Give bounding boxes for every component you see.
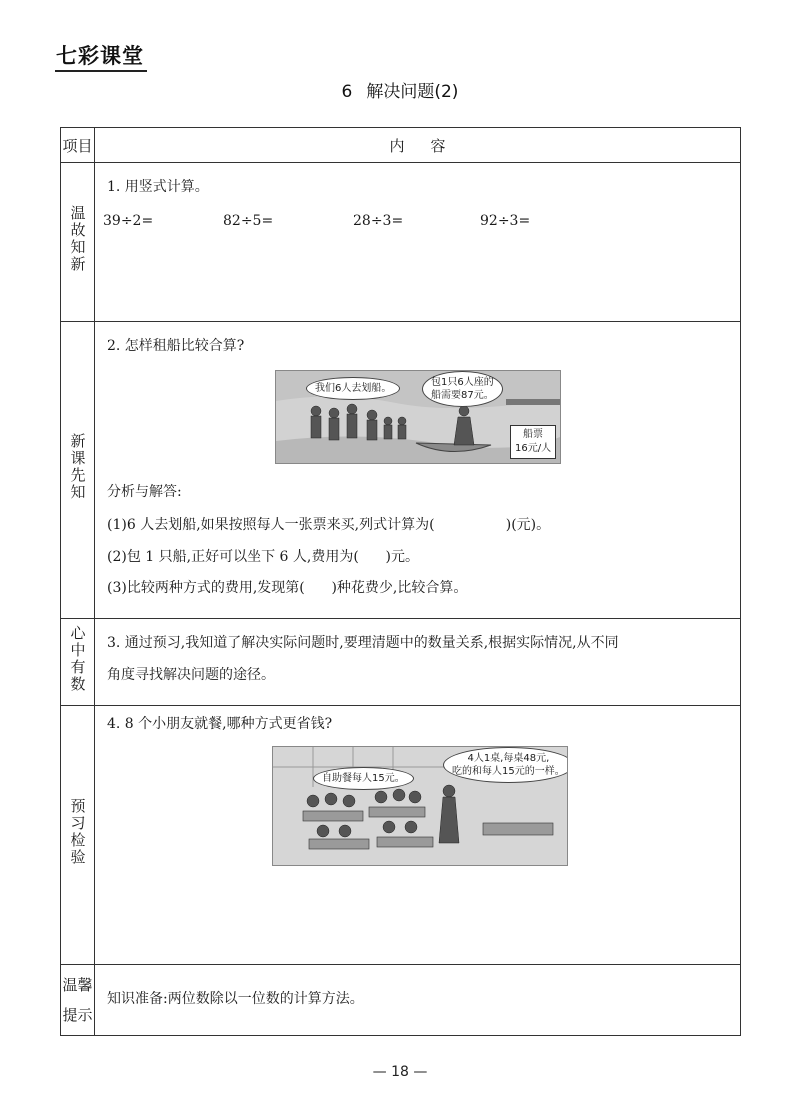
- boat-ticket-sign: 船票 16元/人: [510, 425, 556, 459]
- row-tips: [61, 965, 741, 1036]
- row-mind: [61, 619, 741, 706]
- answer-2: (2)包 1 只船,正好可以坐下 6 人,费用为( )元。: [107, 549, 419, 565]
- page-number: — 18 —: [372, 1064, 428, 1080]
- content-new-lesson: [95, 322, 741, 619]
- speech-bubble-left: 我们6人去划船。: [306, 377, 400, 400]
- question-3-line1: 3. 通过预习,我知道了解决实际问题时,要理清题中的数量关系,根据实际情况,从不同: [107, 635, 619, 651]
- content-mind: [95, 619, 741, 706]
- header-content: 内容: [95, 128, 741, 163]
- speech-bubble-right: 4人1桌,每桌48元, 吃的和每人15元的一样。: [443, 747, 568, 783]
- content-review: [95, 163, 741, 322]
- lesson-number: 6: [341, 82, 353, 102]
- label-mind: 心中有数: [61, 619, 95, 706]
- speech-bubble-right: 包1只6人座的 船需要87元。: [422, 371, 503, 407]
- content-tips: [95, 965, 741, 1036]
- lesson-title: 解决问题(2): [366, 82, 459, 102]
- question-4: 4. 8 个小朋友就餐,哪种方式更省钱?: [107, 716, 333, 732]
- analysis-heading: 分析与解答:: [107, 484, 182, 500]
- page-title: [0, 77, 800, 102]
- row-new-lesson: [61, 322, 741, 619]
- boat-illustration: [275, 370, 561, 464]
- content-check: [95, 706, 741, 965]
- label-review: 温故知新: [61, 163, 95, 322]
- question-3-line2: 角度寻找解决问题的途径。: [107, 667, 275, 683]
- expr-4: 92÷3=: [480, 213, 531, 229]
- worksheet-table: [60, 127, 741, 1036]
- expr-2: 82÷5=: [223, 213, 274, 229]
- expr-3: 28÷3=: [353, 213, 404, 229]
- tips-text: 知识准备:两位数除以一位数的计算方法。: [107, 991, 364, 1007]
- expr-1: 39÷2=: [103, 213, 154, 229]
- question-2: 2. 怎样租船比较合算?: [107, 338, 245, 354]
- header-project: 项目: [61, 128, 95, 163]
- row-check: [61, 706, 741, 965]
- logo-underline: [55, 70, 147, 72]
- label-tips: 温馨 提示: [61, 965, 95, 1036]
- question-1: 1. 用竖式计算。: [107, 179, 209, 195]
- answer-3: (3)比较两种方式的费用,发现第( )种花费少,比较合算。: [107, 580, 468, 596]
- label-check: 预习检验: [61, 706, 95, 965]
- row-review: [61, 163, 741, 322]
- brand-logo: 七彩课堂: [56, 44, 144, 68]
- table-header-row: [61, 128, 741, 163]
- label-new-lesson: 新课先知: [61, 322, 95, 619]
- speech-bubble-left: 自助餐每人15元。: [313, 767, 414, 790]
- answer-1: (1)6 人去划船,如果按照每人一张票来买,列式计算为( )(元)。: [107, 517, 551, 533]
- restaurant-illustration: [272, 746, 568, 866]
